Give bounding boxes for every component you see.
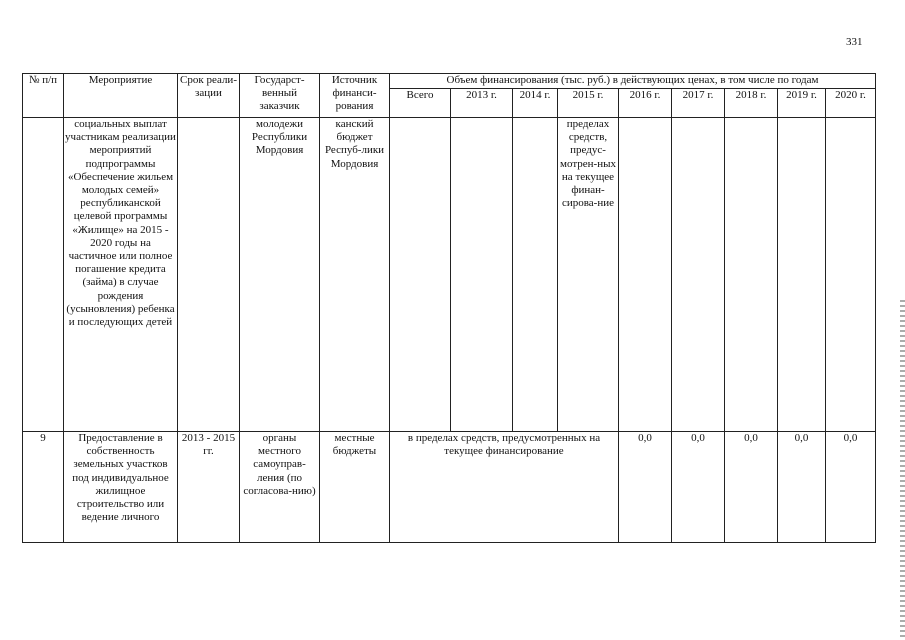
header-2014: 2014 г.	[513, 89, 558, 118]
cell-term: 2013 - 2015 гг.	[178, 432, 240, 543]
cell-event: Предоставление в собственность земельных участков под индивидуальное жилищное строительство или ведение личного	[64, 432, 178, 543]
cell-source: канский бюджет Респуб-лики Мордовия	[320, 118, 390, 432]
cell-source: местные бюджеты	[320, 432, 390, 543]
cell-customer: молодежи Республики Мордовия	[240, 118, 320, 432]
cell-event: социальных выплат участникам реализации мероприятий подпрограммы «Обеспечение жильем молодых семей» республиканской целевой программы «Жилище» на 2015 - 2020 годы на частичное или полное погашение кредита (займа) в случае рождения (усыновления) ребенка и последующих детей	[64, 118, 178, 432]
cell-total	[390, 118, 451, 432]
cell-2018: 0,0	[725, 432, 778, 543]
cell-2013	[451, 118, 513, 432]
cell-2020	[826, 118, 876, 432]
header-source: Источник финанси-рования	[320, 74, 390, 118]
table-row	[23, 118, 876, 432]
cell-2016: 0,0	[619, 432, 672, 543]
cell-customer: органы местного самоуправ-ления (по согласова-нию)	[240, 432, 320, 543]
cell-funding-note: в пределах средств, предусмотренных на текущее финансирование	[390, 432, 619, 543]
cell-2020: 0,0	[826, 432, 876, 543]
cell-2015: пределах средств, предус-мотрен-ных на текущее финан-сирова-ние	[558, 118, 619, 432]
header-row-1	[23, 74, 876, 89]
cell-2017: 0,0	[672, 432, 725, 543]
cell-2017	[672, 118, 725, 432]
header-2019: 2019 г.	[778, 89, 826, 118]
header-total: Всего	[390, 89, 451, 118]
header-2016: 2016 г.	[619, 89, 672, 118]
cell-2014	[513, 118, 558, 432]
header-2018: 2018 г.	[725, 89, 778, 118]
cell-2019: 0,0	[778, 432, 826, 543]
table-row	[23, 432, 876, 543]
cell-2019	[778, 118, 826, 432]
header-event: Мероприятие	[64, 74, 178, 118]
header-term: Срок реали-зации	[178, 74, 240, 118]
header-customer: Государст-венный заказчик	[240, 74, 320, 118]
cell-2016	[619, 118, 672, 432]
cell-num: 9	[23, 432, 64, 543]
cell-num	[23, 118, 64, 432]
page-number: 331	[846, 36, 863, 48]
header-funding: Объем финансирования (тыс. руб.) в действующих ценах, в том числе по годам	[390, 74, 876, 89]
funding-table	[22, 73, 876, 543]
header-2015: 2015 г.	[558, 89, 619, 118]
header-2017: 2017 г.	[672, 89, 725, 118]
header-num: № п/п	[23, 74, 64, 118]
cell-2018	[725, 118, 778, 432]
cell-term	[178, 118, 240, 432]
header-2020: 2020 г.	[826, 89, 876, 118]
scan-edge-artifact	[900, 300, 905, 640]
header-2013: 2013 г.	[451, 89, 513, 118]
